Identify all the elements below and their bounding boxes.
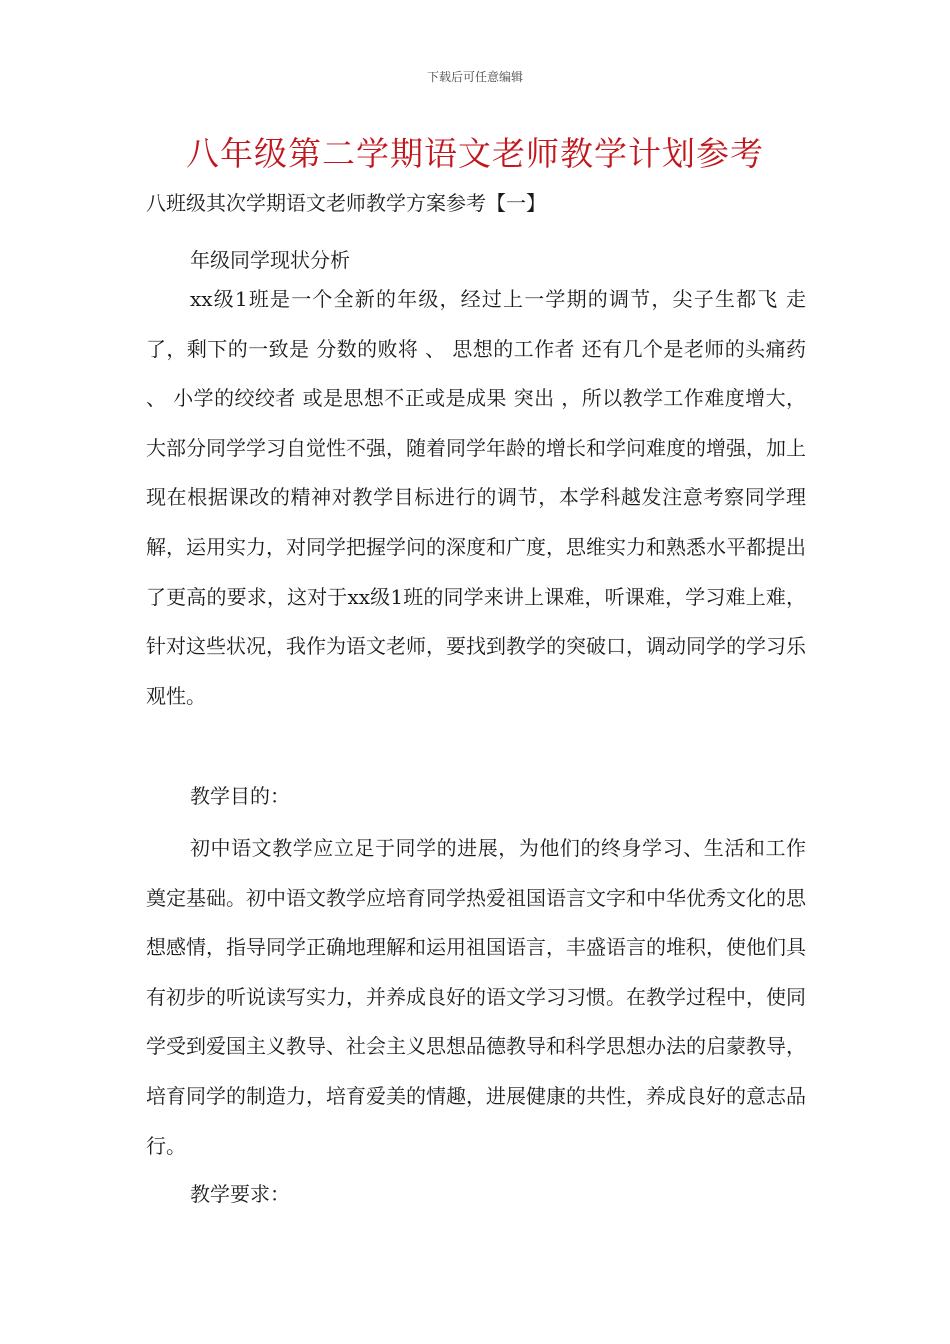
page-header-note: 下载后可任意编辑 (426, 70, 523, 84)
document-title: 八年级第二学期语文老师教学计划参考 (186, 134, 764, 173)
paragraph-teaching-goals: 初中语文教学应立足于同学的进展，为他们的终身学习、生活和工作奠定基础。初中语文教学应培育同学热爱祖国语言文字和中华优秀文化的思想感情，指导同学正确地理解和运用祖国语言，丰盛语言的堆积，使他们具有初步的听说读写实力，并养成良好的语文学习习惯。在教学过程中，使同学受到爱国主义教导、社会主义思想品德教导和科学思想办法的启蒙教导，培育同学的制造力，培育爱美的情趣，进展健康的共性，养成良好的意志品行。 (146, 836, 806, 1158)
paragraph-student-analysis: xx级1班是一个全新的年级，经过上一学期的调节，尖子生都飞 走了，剩下的一致是 分数的败将 、 思想的工作者 还有几个是老师的头痛药 、 小学的绞绞者 或是思想不正或是成果 突出 ，所以教学工作难度增大，大部分同学学习自觉性不强，随着同学年龄的增长和学问难度的增强，加上现在根据课改的精神对教学目标进行的调节，本学科越发注意考察同学理解，运用实力，对同学把握学问的深度和广度，思维实力和熟悉水平都提出了更高的要求，这对于xx级1班的同学来讲上课难，听课难，学习难上难，针对这些状况，我作为语文老师，要找到教学的突破口，调动同学的学习乐观性。 (146, 287, 806, 708)
section-heading-teaching-goals: 教学目的： (190, 784, 290, 808)
document-subtitle: 八班级其次学期语文老师教学方案参考【一】 (146, 191, 546, 215)
section-heading-student-analysis: 年级同学现状分析 (190, 248, 350, 272)
section-heading-teaching-requirements: 教学要求： (190, 1182, 290, 1206)
